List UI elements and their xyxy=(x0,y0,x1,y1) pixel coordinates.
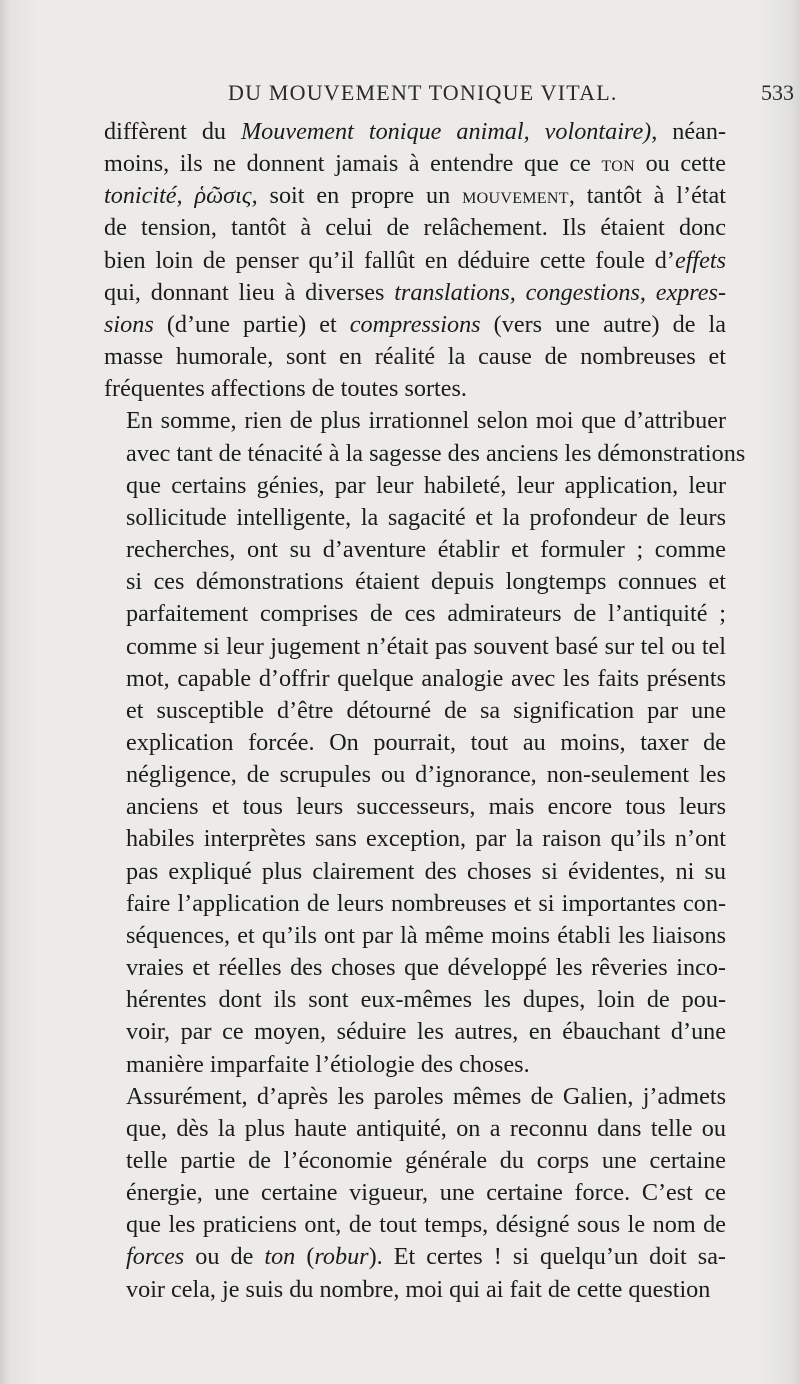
text-line xyxy=(104,245,726,277)
text-line xyxy=(104,920,726,952)
text-run: voir, par ce moyen, séduire les autres, en ébauchant d’une xyxy=(126,1018,726,1046)
text-line xyxy=(104,148,726,180)
text-run: fréquentes affections de toutes sortes. xyxy=(104,375,467,403)
text-line xyxy=(104,438,746,470)
text-line xyxy=(104,1049,726,1081)
text-line xyxy=(104,180,726,212)
text-run: soit en propre un xyxy=(257,182,463,210)
text-line xyxy=(104,695,726,727)
text-run: habiles interprètes sans exception, par la raison qu’ils n’ont xyxy=(126,825,726,853)
text-run: ). Et certes ! si quelqu’un doit sa- xyxy=(368,1243,726,1271)
text-run: , tantôt à l’état xyxy=(568,182,726,210)
text-run: (d’une partie) et xyxy=(153,310,350,338)
text-run: sollicitude intelligente, la sagacité et la profondeur de leurs xyxy=(126,503,726,531)
text-run: recherches, ont su d’aventure établir et formuler ; comme xyxy=(126,536,726,564)
running-header xyxy=(228,80,794,110)
text-run: hérentes dont ils sont eux-mêmes les dupes, loin de pou- xyxy=(126,986,726,1014)
text-run: avec tant de ténacité à la sagesse des anciens les démonstrations xyxy=(126,439,746,467)
text-run: manière imparfaite l’étiologie des choses. xyxy=(126,1050,530,1078)
text-run: Assurément, d’après les paroles mêmes de Galien, j’admets xyxy=(126,1082,726,1110)
text-run: si ces démonstrations étaient depuis longtemps connues et xyxy=(126,568,726,596)
text-run: et susceptible d’être détourné de sa signification par une xyxy=(126,696,726,724)
text-line xyxy=(104,566,726,598)
text-line xyxy=(104,1081,726,1113)
text-run: anciens et tous leurs successeurs, mais encore tous leurs xyxy=(126,793,726,821)
text-line xyxy=(104,856,726,888)
text-line xyxy=(104,534,726,566)
text-line xyxy=(104,1016,726,1048)
text-line xyxy=(104,1177,726,1209)
text-line xyxy=(104,663,726,695)
text-line xyxy=(104,598,726,630)
text-run: pas expliqué plus clairement des choses si évidentes, ni su xyxy=(126,857,726,885)
italic-run: robur xyxy=(314,1243,369,1271)
small-caps-run: mouvement xyxy=(462,183,569,209)
text-run: que, dès la plus haute antiquité, on a reconnu dans telle ou xyxy=(126,1114,726,1142)
italic-run: ton xyxy=(264,1243,296,1271)
small-caps-run: ton xyxy=(601,151,635,177)
text-line xyxy=(104,277,726,309)
text-run: ( xyxy=(295,1243,315,1271)
text-line xyxy=(104,116,726,148)
italic-run: Mouvement tonique animal, volontaire), xyxy=(241,118,658,145)
text-line xyxy=(104,502,726,534)
text-run: énergie, une certaine vigueur, une certaine force. C’est ce xyxy=(126,1179,726,1207)
italic-run: sions xyxy=(104,310,154,338)
text-line xyxy=(104,470,726,502)
text-line xyxy=(104,405,726,437)
italic-run: translations, congestions, expres- xyxy=(394,278,726,306)
text-line xyxy=(104,309,726,341)
body-text xyxy=(104,116,746,1306)
text-run: (vers une autre) de la xyxy=(480,310,726,338)
text-run: voir cela, je suis du nombre, moi qui ai fait de cette question xyxy=(126,1275,711,1303)
text-run: négligence, de scrupules ou d’ignorance, non-seulement les xyxy=(126,761,726,789)
text-line xyxy=(104,373,726,405)
text-run: faire l’application de leurs nombreuses et si importantes con- xyxy=(126,889,726,917)
text-line xyxy=(104,1241,726,1273)
text-line xyxy=(104,212,726,244)
text-line xyxy=(104,888,726,920)
paragraph xyxy=(104,405,746,1080)
text-line xyxy=(104,952,726,984)
italic-run: tonicité, ῥῶσις, xyxy=(104,182,258,210)
italic-run: effets xyxy=(674,246,726,274)
text-line xyxy=(104,759,726,791)
text-line xyxy=(104,823,726,855)
text-run: de tension, tantôt à celui de relâchement. Ils étaient donc xyxy=(104,214,726,242)
page-number: 533 xyxy=(761,80,794,105)
text-run: moins, ils ne donnent jamais à entendre que ce xyxy=(104,150,602,178)
text-run: ou cette xyxy=(635,150,726,178)
text-run: explication forcée. On pourrait, tout au moins, taxer de xyxy=(126,728,726,756)
text-line xyxy=(104,1274,726,1306)
text-run: que certains génies, par leur habileté, leur application, leur xyxy=(126,471,726,499)
text-run: bien loin de penser qu’il fallût en déduire cette foule d’ xyxy=(104,246,675,274)
text-run: néan- xyxy=(657,118,726,145)
text-run: masse humorale, sont en réalité la cause de nombreuses et xyxy=(104,343,726,371)
text-run: vraies et réelles des choses que développé les rêveries inco- xyxy=(126,954,726,982)
text-line xyxy=(104,631,726,663)
text-run: séquences, et qu’ils ont par là même moins établi les liaisons xyxy=(126,921,726,949)
text-run: En somme, rien de plus irrationnel selon moi que d’attribuer xyxy=(126,407,726,435)
italic-run: forces xyxy=(126,1243,185,1271)
text-line xyxy=(104,1209,726,1241)
text-line xyxy=(104,341,726,373)
paragraph xyxy=(104,116,726,405)
text-line xyxy=(104,1113,726,1145)
text-run: comme si leur jugement n’était pas souvent basé sur tel ou tel xyxy=(126,632,726,660)
text-line xyxy=(104,727,726,759)
text-run: qui, donnant lieu à diverses xyxy=(104,278,395,306)
text-run: que les praticiens ont, de tout temps, désigné sous le nom de xyxy=(126,1211,726,1239)
text-run: telle partie de l’économie générale du corps une certaine xyxy=(126,1147,726,1174)
text-run: mot, capable d’offrir quelque analogie avec les faits présents xyxy=(126,664,726,692)
text-line xyxy=(104,791,726,823)
italic-run: compressions xyxy=(349,310,481,338)
text-run: diffèrent du xyxy=(104,118,242,145)
text-run: ou de xyxy=(184,1243,265,1271)
text-line xyxy=(104,1145,726,1177)
running-title: DU MOUVEMENT TONIQUE VITAL. xyxy=(228,80,618,105)
text-run: parfaitement comprises de ces admirateurs de l’antiquité ; xyxy=(126,600,726,628)
text-line xyxy=(104,984,726,1016)
paragraph xyxy=(104,1081,726,1306)
